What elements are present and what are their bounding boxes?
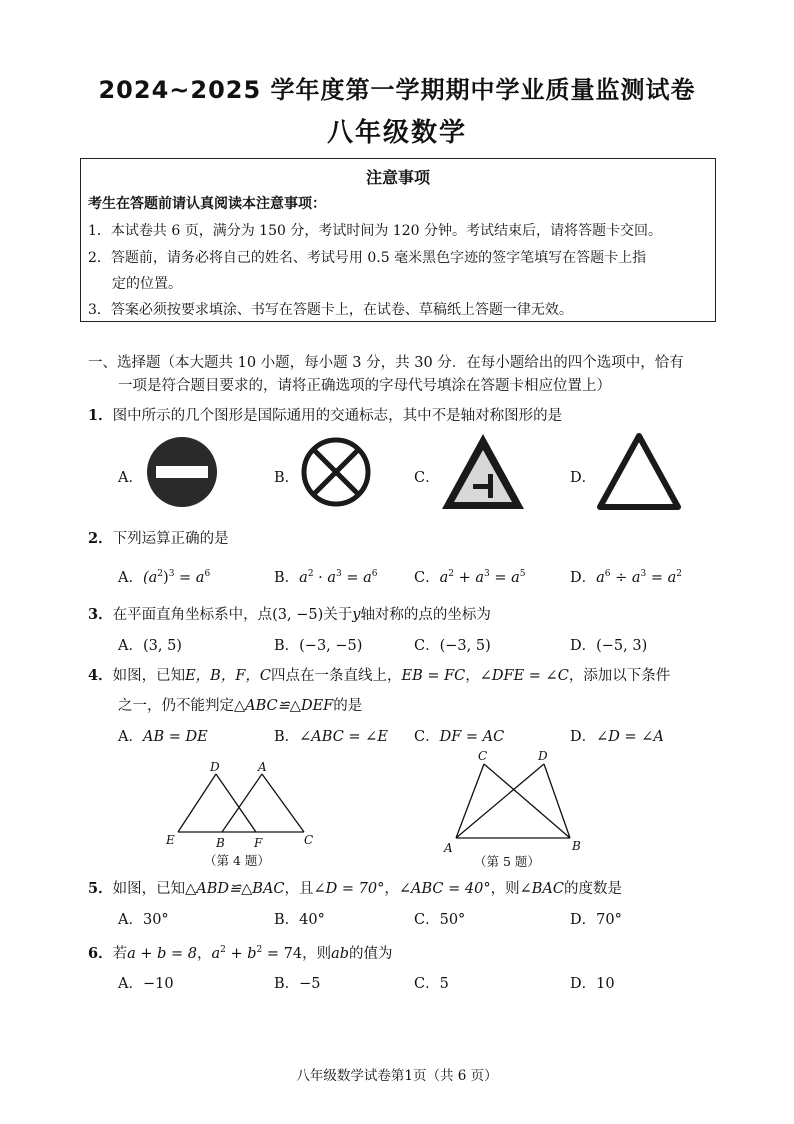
q3-option-c: C．(−3, 5): [414, 638, 491, 654]
q2-option-a: A．$(a^2)^3 = a^6$: [118, 569, 211, 586]
q4-option-c: C．DF = AC: [414, 729, 505, 745]
q4-option-a: A．AB = DE: [118, 729, 208, 745]
no-entry-sign-icon: [146, 436, 218, 508]
notice-title: 注意事项: [365, 168, 430, 187]
warning-triangle-sign-icon: [596, 432, 682, 512]
question-text: 下列运算正确的是: [112, 531, 229, 547]
notice-item-2: 2．答题前，请务必将自己的姓名、考试号用 0.5 毫米黑色字迹的签字笔填写在答题卡上指: [88, 250, 647, 266]
q6-option-a: A．−10: [118, 976, 174, 992]
question-1: [88, 404, 562, 425]
q5-option-d: D．70°: [570, 912, 622, 928]
question-number: 1．: [88, 407, 113, 424]
notice-item-2-cont: 定的位置。: [112, 276, 182, 292]
notice-item-3: 3．答案必须按要求填涂、书写在答题卡上，在试卷、草稿纸上答题一律无效。: [88, 302, 573, 318]
exam-subject: 八年级数学: [326, 118, 467, 148]
q2-option-c: C．$a^2 + a^3 = a^5$: [414, 569, 526, 586]
fig5-label-c: C: [478, 749, 488, 763]
q1-option-c-label: C．: [414, 470, 440, 486]
q4-option-b: B．∠ABC = ∠E: [274, 729, 388, 745]
question-6: 6．若a + b = 8，$a^2 + b^2 = 74$，则ab的值为: [88, 945, 393, 962]
question-number: 3．: [88, 606, 113, 623]
q6-option-d: D．10: [570, 976, 615, 992]
section-heading-line2: 一项是符合题目要求的，请将正确选项的字母代号填涂在答题卡相应位置上）: [118, 378, 611, 394]
question-number: 4．: [88, 667, 113, 684]
fig4-label-d: D: [210, 760, 220, 774]
q6-option-b: B．−5: [274, 976, 321, 992]
question-text: 图中所示的几个图形是国际通用的交通标志，其中不是轴对称图形的是: [112, 408, 563, 424]
q5-option-c: C．50°: [414, 912, 466, 928]
q5-option-b: B．40°: [274, 912, 325, 928]
q3-option-b: B．(−3, −5): [274, 638, 363, 654]
fig5-label-d: D: [538, 749, 548, 763]
exam-title: 2024~2025 学年度第一学期期中学业质量监测试卷: [98, 76, 696, 104]
t-junction-triangle-sign-icon: [440, 432, 526, 512]
fig4-label-a: A: [258, 760, 267, 774]
q2-option-b: B．$a^2 \cdot a^3 = a^6$: [274, 569, 378, 586]
page-footer: 八年级数学试卷第1页（共 6 页）: [296, 1068, 498, 1084]
question-number: 6．: [88, 945, 113, 962]
crossed-circle-sign-icon: [300, 436, 372, 508]
figure-4-caption: （第 4 题）: [204, 853, 270, 868]
q1-option-d-label: D．: [570, 470, 597, 486]
question-2: [88, 527, 229, 548]
q1-option-a-label: A．: [118, 470, 143, 486]
q3-option-a: A．(3, 5): [118, 638, 182, 654]
question-5: 5．如图，已知△ABD≌△BAC，且∠D = 70°，∠ABC = 40°，则∠BAC的度数是: [88, 880, 622, 897]
notice-intro: 考生在答题前请认真阅读本注意事项：: [88, 196, 326, 212]
q5-option-a: A．30°: [118, 912, 169, 928]
fig4-label-e: E: [166, 833, 175, 847]
fig5-label-a: A: [444, 841, 453, 854]
question-4-cont: 之一，仍不能判定△ABC≌△DEF的是: [118, 698, 363, 714]
fig4-label-f: F: [254, 836, 263, 850]
q6-option-c: C．5: [414, 976, 449, 992]
fig4-label-b: B: [216, 836, 225, 850]
fig4-label-c: C: [304, 833, 314, 847]
figure-5-diagram: [438, 746, 588, 854]
question-3: 3．在平面直角坐标系中，点(3, −5)关于y轴对称的点的坐标为: [88, 606, 491, 623]
fig5-label-b: B: [572, 839, 581, 853]
q1-option-b-label: B．: [274, 470, 300, 486]
q4-option-d: D．∠D = ∠A: [570, 729, 664, 745]
notice-item-1: 1．本试卷共 6 页，满分为 150 分，考试时间为 120 分钟。考试结束后，请将答题卡交回。: [88, 223, 662, 239]
section-heading-line1: 一、选择题（本大题共 10 小题，每小题 3 分，共 30 分．在每小题给出的四个选项中，恰有: [88, 355, 684, 371]
question-4: 4．如图，已知E，B，F，C四点在一条直线上，EB = FC，∠DFE = ∠C，添加以下条件: [88, 667, 671, 684]
question-number: 5．: [88, 880, 113, 897]
q2-option-d: D．$a^6 \div a^3 = a^2$: [570, 569, 683, 586]
question-number: 2．: [88, 530, 113, 547]
q3-option-d: D．(−5, 3): [570, 638, 648, 654]
figure-5-caption: （第 5 题）: [474, 854, 540, 869]
